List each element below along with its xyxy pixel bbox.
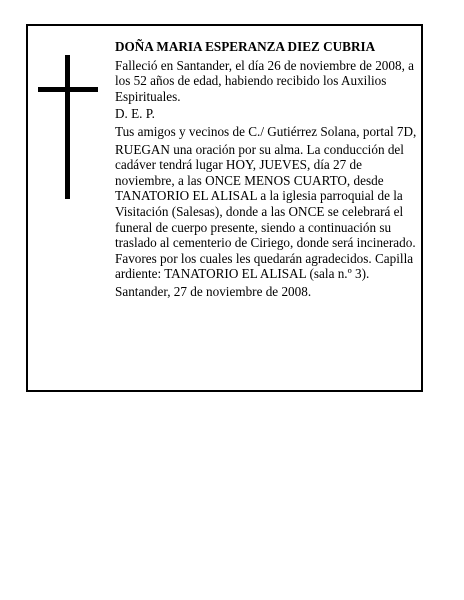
- closing-date: Santander, 27 de noviembre de 2008.: [115, 283, 312, 299]
- notice-text: [115, 39, 420, 302]
- cross-vertical-bar: [65, 55, 70, 199]
- funeral-details: RUEGAN una oración por su alma. La conducción del cadáver tendrá lugar HOY, JUEVES, día 27 de noviembre, a las ONCE MENOS CUARTO, desde TANATORIO EL ALISAL a la iglesia parroquial de la Visitación (Salesas), donde a las ONCE se celebrará el funeral de cuerpo presente, siendo a continuación su traslado al cementerio de Ciriego, donde será incinerado. Favores por los cuales les quedarán agradecidos. Capilla ardiente: TANATORIO EL ALISAL (sala n.º 3).: [115, 141, 416, 282]
- cross-horizontal-bar: [38, 87, 98, 92]
- obituary-notice: [26, 24, 423, 392]
- mourners-line: Tus amigos y vecinos de C./ Gutiérrez Solana, portal 7D,: [115, 123, 417, 139]
- rip-line: D. E. P.: [115, 106, 155, 122]
- cross-icon: [38, 55, 98, 199]
- deceased-name: DOÑA MARIA ESPERANZA DIEZ CUBRIA: [115, 39, 376, 54]
- death-announcement: Falleció en Santander, el día 26 de noviembre de 2008, a los 52 años de edad, habiendo recibido los Auxilios Espirituales.: [115, 57, 415, 104]
